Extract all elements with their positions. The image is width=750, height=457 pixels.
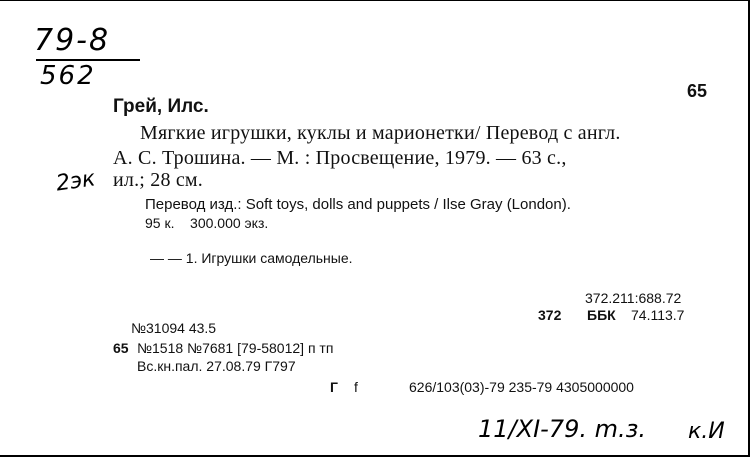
footer-letter: Г — [330, 379, 338, 395]
page-number: 65 — [687, 81, 708, 101]
udc-code: 372.211:688.72 — [585, 290, 682, 306]
handwritten-shelf-top: 79-8 — [34, 23, 111, 58]
record-line-1: №31094 43.5 — [131, 320, 217, 336]
bbk-code: 74.113.7 — [631, 307, 685, 323]
handwritten-initials: к.И — [688, 419, 725, 444]
footer-mark: f — [354, 379, 358, 395]
handwritten-date-note: 11/XI-79. m.з. — [478, 415, 646, 443]
bbk-prefix: 372 — [538, 307, 562, 323]
record-line-2: №1518 №7681 [79-58012] п тп — [137, 340, 334, 356]
footer-code: 626/103(03)-79 235-79 4305000000 — [409, 379, 634, 395]
translation-line-1: Перевод изд.: Soft toys, dolls and puppets / Ilse Gray (London). — [145, 196, 571, 213]
record-prefix: 65 — [113, 340, 129, 356]
record-line-3: Вс.кн.пал. 27.08.79 Г797 — [137, 358, 296, 374]
title-line-1: Мягкие игрушки, куклы и марионетки/ Перевод с англ. — [140, 122, 621, 144]
subject-heading: — — 1. Игрушки самодельные. — [150, 250, 353, 266]
title-line-3: ил.; 28 см. — [113, 169, 203, 191]
handwritten-shelf-bottom: 562 — [40, 61, 96, 91]
bbk-label: ББК — [587, 307, 616, 323]
translation-line-2: 95 к. 300.000 экз. — [145, 215, 269, 231]
handwritten-margin-note: 2эк — [54, 166, 97, 197]
author-heading: Грей, Илс. — [113, 96, 209, 117]
title-line-2: А. С. Трошина. — М. : Просвещение, 1979. — 63 с., — [113, 147, 567, 169]
